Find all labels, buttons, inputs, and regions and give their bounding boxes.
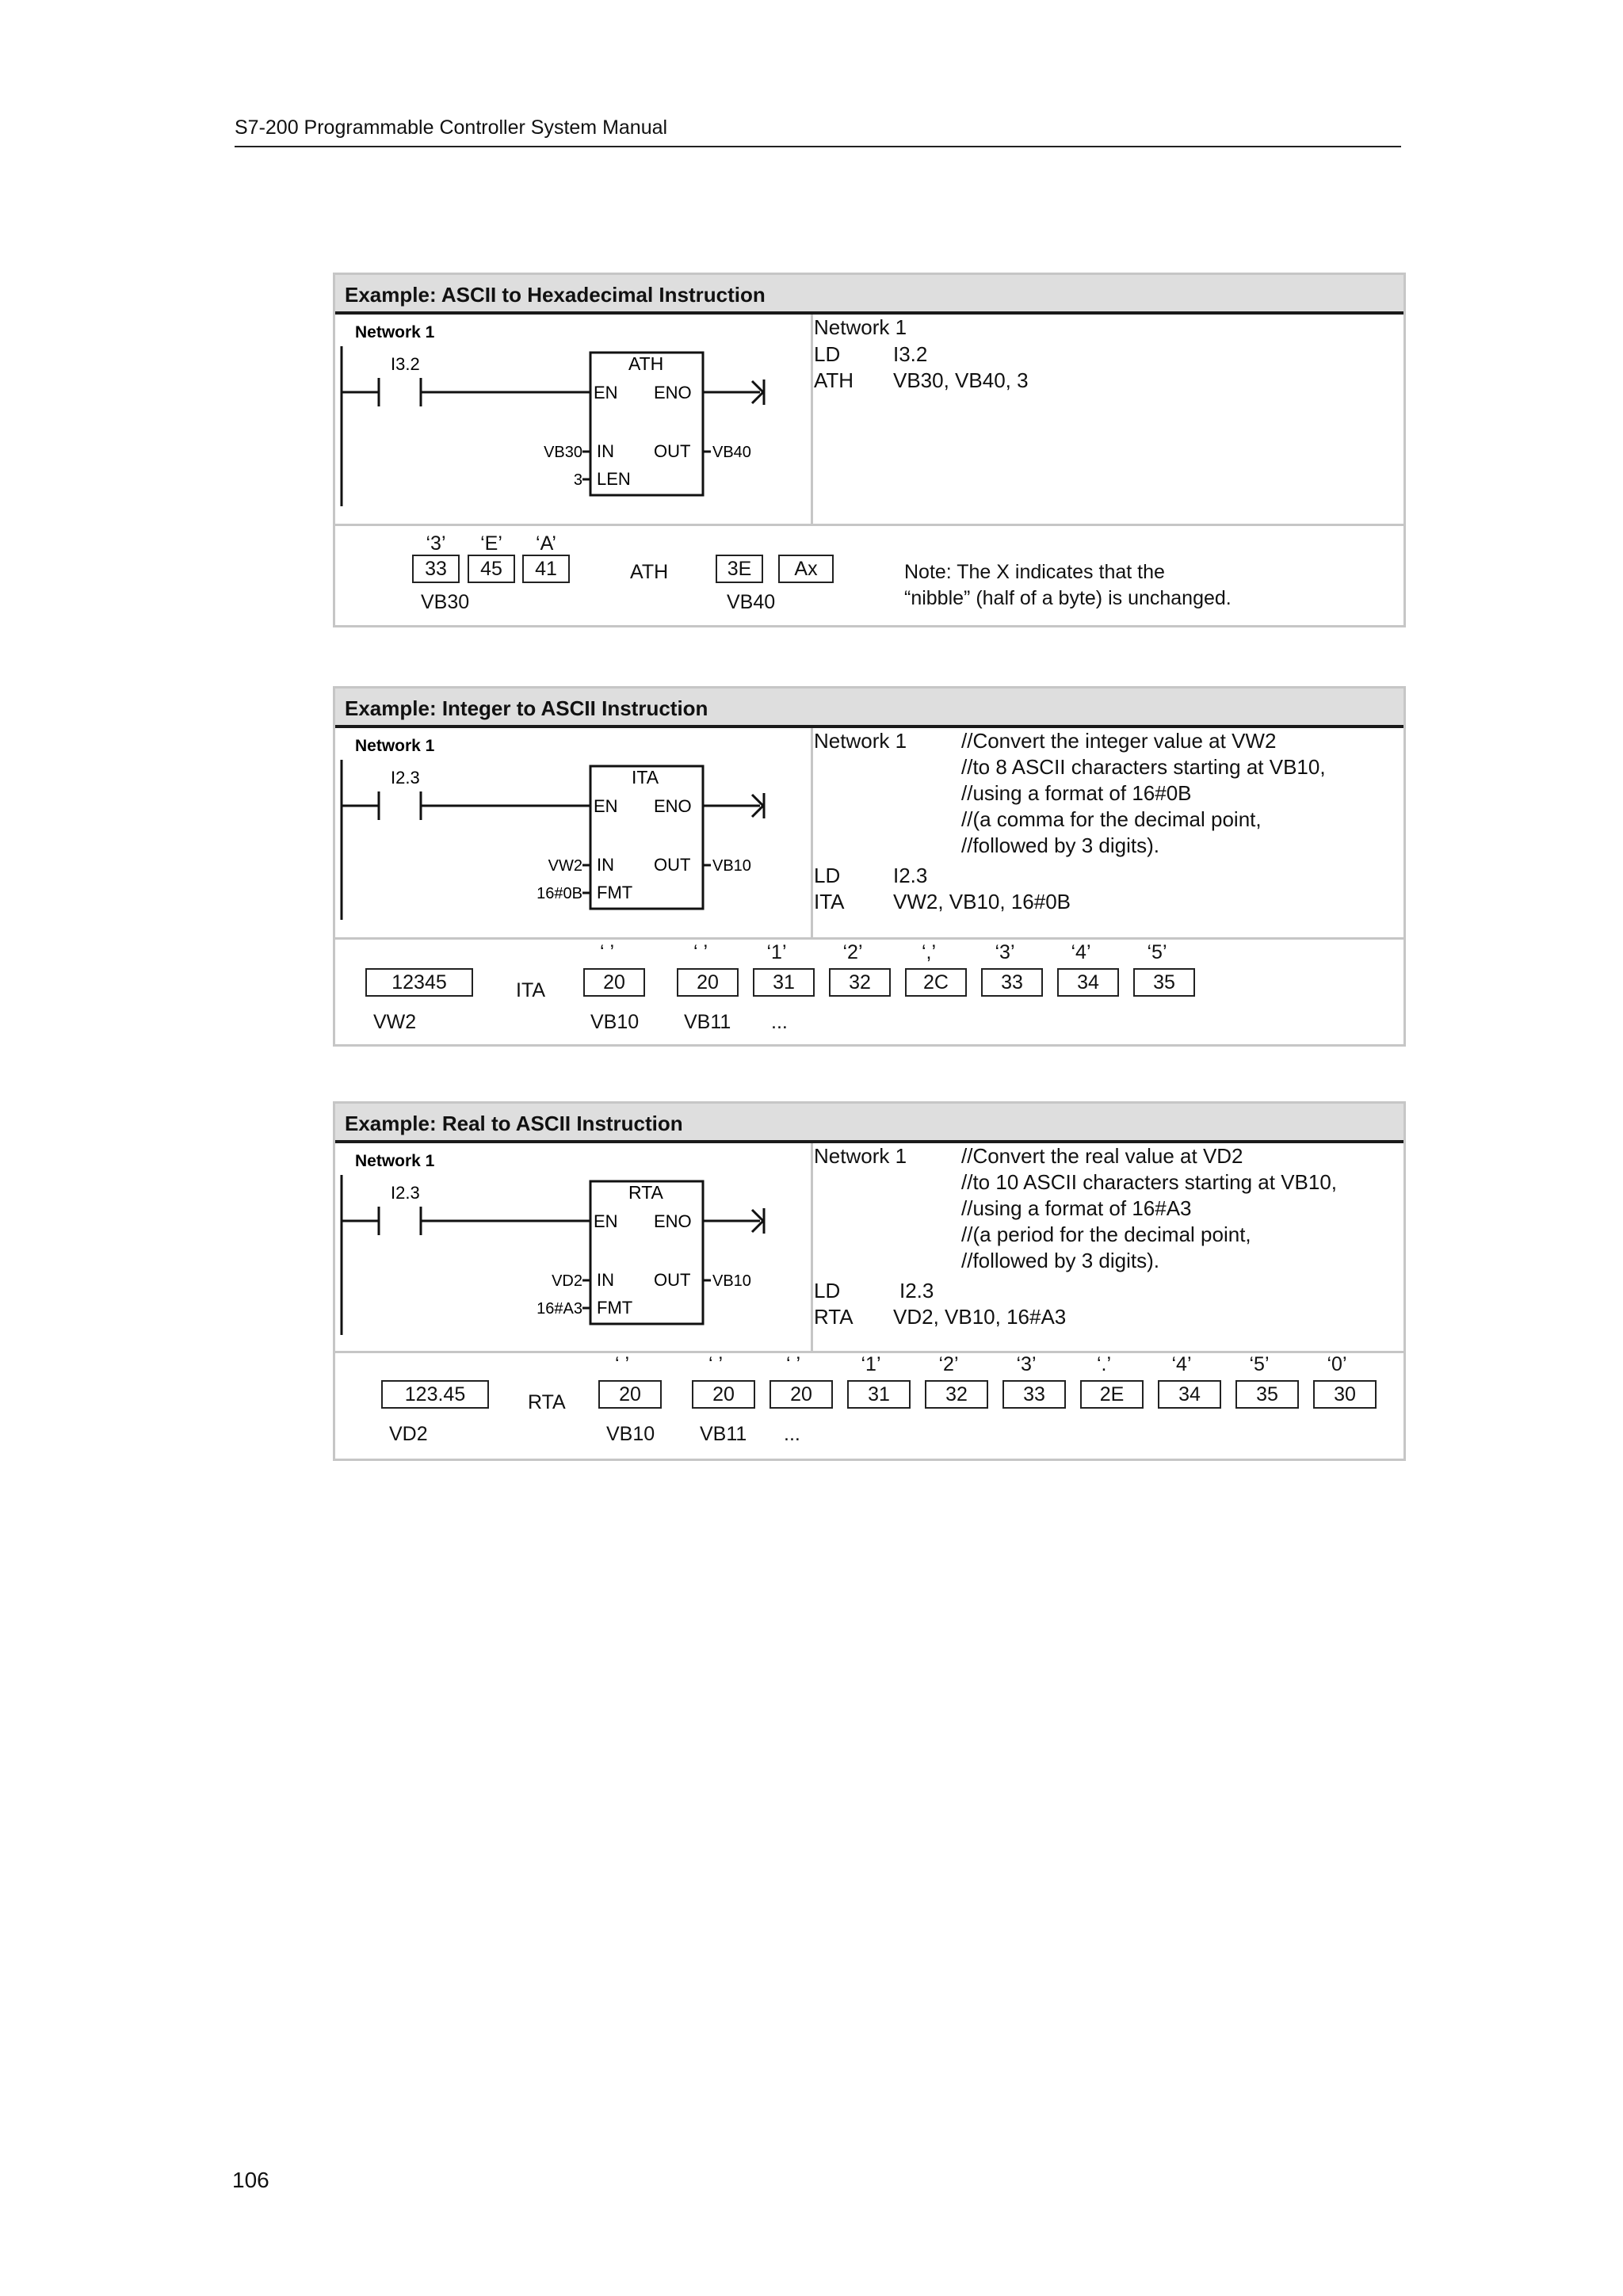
in-pin: IN: [597, 855, 614, 875]
third-operand: 3: [573, 471, 582, 489]
example-title: Example: Integer to ASCII Instruction: [335, 688, 1403, 728]
byte-cell: Ax: [778, 555, 834, 583]
contact-address: I3.2: [391, 354, 420, 374]
example-title: Example: Real to ASCII Instruction: [335, 1104, 1403, 1143]
address-label: VB10: [590, 1011, 640, 1033]
byte-cell: 20: [692, 1380, 755, 1409]
byte-cell: 35: [1235, 1380, 1299, 1409]
char-label: ‘3’: [1016, 1353, 1037, 1375]
stl-op: ITA: [814, 890, 845, 913]
stl-comment: //(a comma for the decimal point,: [961, 807, 1262, 831]
out-operand: VB10: [712, 857, 751, 875]
in-pin: IN: [597, 1270, 614, 1290]
eno-pin: ENO: [654, 383, 692, 402]
byte-cell: 33: [981, 968, 1043, 997]
byte-cell: 45: [468, 555, 515, 583]
stl-code: [814, 728, 1403, 937]
box-name: ITA: [632, 767, 659, 788]
page-number: 106: [232, 2168, 269, 2192]
stl-code: [814, 1143, 1403, 1351]
char-label: ‘5’: [1147, 941, 1167, 963]
in-operand: VB30: [544, 444, 582, 461]
third-pin: LEN: [597, 469, 631, 489]
char-label: ‘0’: [1327, 1353, 1347, 1375]
char-label: ‘ ’: [785, 1353, 801, 1375]
address-label: VD2: [389, 1423, 428, 1445]
third-operand: 16#0B: [537, 885, 582, 902]
operation-label: RTA: [528, 1391, 566, 1413]
char-label: ‘,’: [921, 941, 937, 963]
address-label: VB10: [606, 1423, 655, 1445]
box-name: ATH: [628, 353, 664, 374]
in-operand: VW2: [548, 857, 582, 875]
char-label: ‘1’: [766, 941, 787, 963]
byte-cell: 34: [1057, 968, 1119, 997]
byte-cell: 33: [412, 555, 460, 583]
stl-comment: //to 10 ASCII characters starting at VB10,: [961, 1170, 1338, 1194]
char-label: ‘ ’: [708, 1353, 724, 1375]
ladder-svg: [335, 728, 811, 937]
stl-comment: //using a format of 16#0B: [961, 781, 1192, 805]
char-label: ‘3’: [995, 941, 1015, 963]
byte-cell: 20: [769, 1380, 833, 1409]
byte-cell: 31: [847, 1380, 911, 1409]
byte-cell: 33: [1002, 1380, 1066, 1409]
stl-args: VD2, VB10, 16#A3: [893, 1305, 1067, 1329]
stl-comment: //(a period for the decimal point,: [961, 1222, 1251, 1246]
stl-network: Network 1: [814, 729, 907, 753]
byte-cell: 3E: [716, 555, 763, 583]
stl-op: LD: [814, 342, 841, 366]
out-operand: VB40: [712, 444, 751, 461]
stl-comment: //Convert the integer value at VW2: [961, 729, 1277, 753]
stl-args: VW2, VB10, 16#0B: [893, 890, 1071, 913]
char-label: ‘ ’: [614, 1353, 630, 1375]
en-pin: EN: [594, 1211, 618, 1231]
address-label: VB40: [727, 591, 776, 613]
example-title: Example: ASCII to Hexadecimal Instruction: [335, 275, 1403, 315]
in-pin: IN: [597, 441, 614, 461]
stl-comment: //to 8 ASCII characters starting at VB10,: [961, 755, 1326, 779]
byte-cell: 20: [583, 968, 645, 997]
network-label: Network 1: [355, 1152, 435, 1170]
byte-cell: 34: [1158, 1380, 1221, 1409]
char-label: ‘5’: [1249, 1353, 1270, 1375]
byte-cell: 2E: [1080, 1380, 1144, 1409]
contact-address: I2.3: [391, 768, 420, 788]
in-operand: VD2: [552, 1272, 582, 1290]
stl-network: Network 1: [814, 315, 907, 339]
byte-cell: 35: [1133, 968, 1195, 997]
byte-cell: 41: [522, 555, 570, 583]
stl-comment: //using a format of 16#A3: [961, 1196, 1192, 1220]
en-pin: EN: [594, 383, 618, 402]
stl-code: [814, 315, 1403, 524]
example-ath: [333, 273, 1406, 627]
example-ita: [333, 686, 1406, 1047]
byte-cell: 32: [925, 1380, 988, 1409]
char-label: ‘ ’: [599, 941, 615, 963]
char-label: ‘ ’: [693, 941, 708, 963]
network-label: Network 1: [355, 737, 435, 755]
address-label: VB30: [421, 591, 470, 613]
ladder-diagram: [335, 728, 813, 937]
char-label: ‘2’: [938, 1353, 959, 1375]
char-label: ‘2’: [842, 941, 863, 963]
stl-op: LD: [814, 1279, 841, 1302]
network-label: Network 1: [355, 323, 435, 341]
byte-diagram: [335, 526, 1403, 625]
byte-cell: 31: [753, 968, 815, 997]
box-name: RTA: [628, 1182, 663, 1203]
stl-op: LD: [814, 864, 841, 887]
stl-op: ATH: [814, 368, 854, 392]
contact-address: I2.3: [391, 1183, 420, 1203]
operation-label: ATH: [630, 561, 669, 583]
out-operand: VB10: [712, 1272, 751, 1290]
char-label: ‘.’: [1096, 1353, 1112, 1375]
third-operand: 16#A3: [537, 1300, 582, 1318]
byte-diagram: [335, 1353, 1403, 1459]
byte-cell: 32: [829, 968, 891, 997]
ladder-diagram: [335, 315, 813, 524]
value-cell: 12345: [365, 968, 473, 997]
ladder-svg: [335, 315, 811, 524]
operation-label: ITA: [516, 979, 546, 1001]
header-title: S7-200 Programmable Controller System Manual: [235, 116, 668, 139]
stl-args: VB30, VB40, 3: [893, 368, 1029, 392]
example-rta: [333, 1101, 1406, 1461]
out-pin: OUT: [654, 855, 691, 875]
ladder-svg: [335, 1143, 811, 1351]
char-label: ‘1’: [861, 1353, 881, 1375]
char-label: ‘E’: [480, 532, 502, 555]
ladder-diagram: [335, 1143, 813, 1351]
note-line: “nibble” (half of a byte) is unchanged.: [904, 587, 1232, 609]
en-pin: EN: [594, 796, 618, 816]
char-label: ‘4’: [1071, 941, 1091, 963]
address-label: VB11: [700, 1423, 747, 1445]
address-label: VW2: [373, 1011, 417, 1033]
byte-cell: 2C: [905, 968, 967, 997]
stl-op: RTA: [814, 1305, 854, 1329]
stl-args: I2.3: [893, 864, 928, 887]
example-network: [335, 315, 1403, 526]
value-cell: 123.45: [381, 1380, 489, 1409]
third-pin: FMT: [597, 883, 633, 902]
header-rule: [235, 146, 1401, 147]
char-label: ‘3’: [426, 532, 446, 555]
note-line: Note: The X indicates that the: [904, 561, 1165, 583]
char-label: ‘4’: [1171, 1353, 1192, 1375]
out-pin: OUT: [654, 441, 691, 461]
byte-diagram: [335, 940, 1403, 1045]
byte-cell: 30: [1313, 1380, 1377, 1409]
address-label: VB11: [684, 1011, 731, 1033]
eno-pin: ENO: [654, 796, 692, 816]
address-label: ...: [784, 1423, 800, 1445]
stl-args: I3.2: [893, 342, 928, 366]
byte-cell: 20: [598, 1380, 662, 1409]
stl-comment: //Convert the real value at VD2: [961, 1144, 1243, 1168]
out-pin: OUT: [654, 1270, 691, 1290]
stl-args: I2.3: [899, 1279, 934, 1302]
page-header: [235, 116, 1401, 139]
stl-comment: //followed by 3 digits).: [961, 1249, 1160, 1272]
example-network: [335, 1143, 1403, 1353]
third-pin: FMT: [597, 1298, 633, 1318]
address-label: ...: [771, 1011, 788, 1033]
example-network: [335, 728, 1403, 940]
stl-comment: //followed by 3 digits).: [961, 833, 1160, 857]
stl-network: Network 1: [814, 1144, 907, 1168]
eno-pin: ENO: [654, 1211, 692, 1231]
byte-cell: 20: [677, 968, 739, 997]
char-label: ‘A’: [536, 532, 556, 555]
